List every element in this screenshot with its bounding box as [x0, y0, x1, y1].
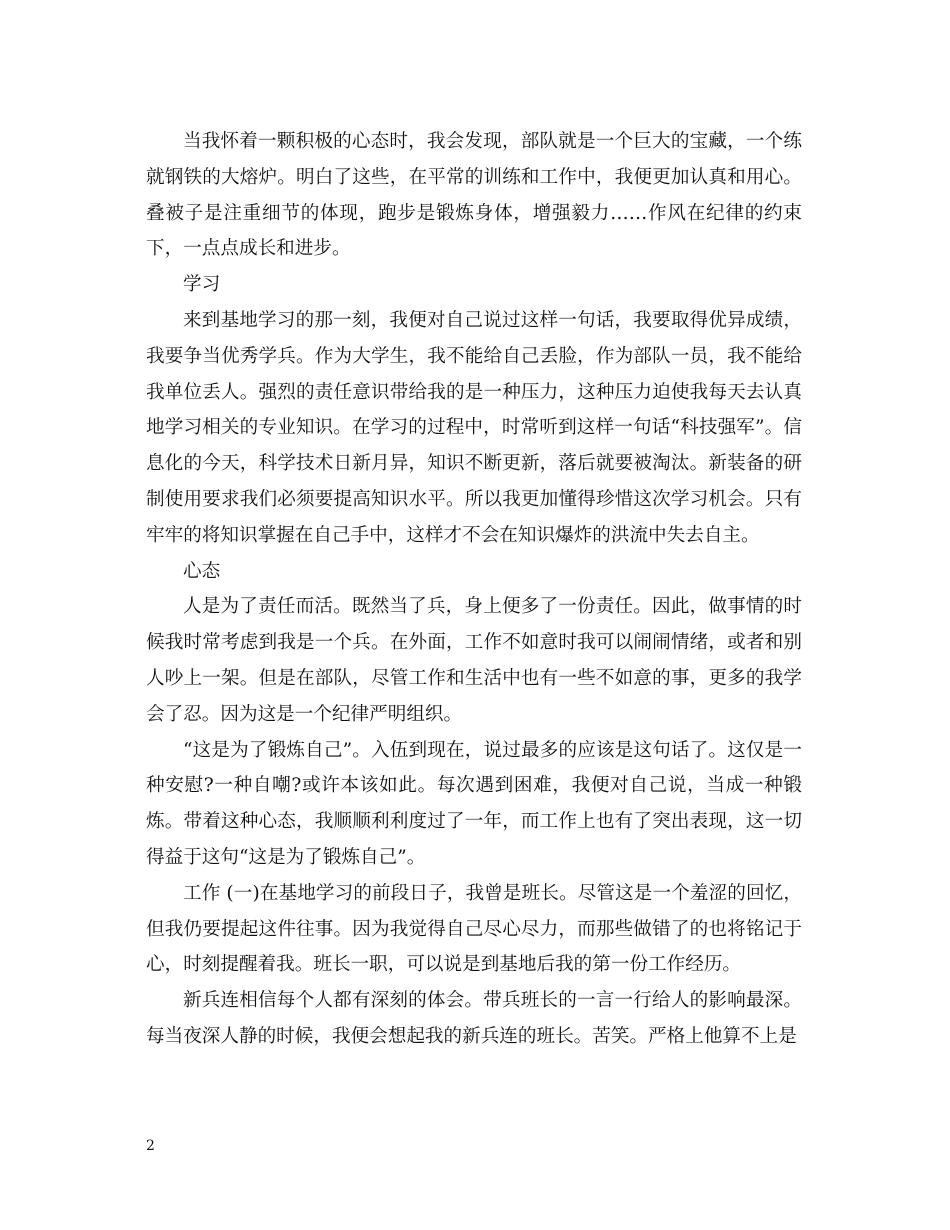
paragraph-self-training: “这是为了锻炼自己”。入伍到现在，说过最多的应该是这句话了。这仅是一种安慰?一种自嘲?或许本该如此。每次遇到困难，我便对自己说，当成一种锻炼。带着这种心态，我顺顺利利度过了一年，而工作上也有了突出表现，这一切得益于这句“这是为了锻炼自己”。: [146, 739, 802, 868]
section-heading-mindset: 心态: [183, 560, 221, 582]
page-number: 2: [146, 1138, 155, 1154]
paragraph-study: 来到基地学习的那一刻，我便对自己说过这样一句话，我要取得优异成绩，我要争当优秀学兵。作为大学生，我不能给自己丢脸，作为部队一员，我不能给我单位丢人。强烈的责任意识带给我的是一种压力，这种压力迫使我每天去认真地学习相关的专业知识。在学习的过程中，时常听到这样一句话“科技强军”。信息化的今天，科学技术日新月异，知识不断更新，落后就要被淘汰。新装备的研制使用要求我们必须要提高知识水平。所以我更加懂得珍惜这次学习机会。只有牢牢的将知识掌握在自己手中，这样才不会在知识爆炸的洪流中失去自主。: [146, 309, 802, 546]
paragraph-work-monitor: 工作 (一)在基地学习的前段日子，我曾是班长。尽管这是一个羞涩的回忆，但我仍要提起这件往事。因为我觉得自己尽心尽力，而那些做错了的也将铭记于心，时刻提醒着我。班长一职，可以说是到基地后我的第一份工作经历。: [146, 882, 802, 976]
paragraph-responsibility: 人是为了责任而活。既然当了兵，身上便多了一份责任。因此，做事情的时候我时常考虑到我是一个兵。在外面，工作不如意时我可以闹闹情绪，或者和别人吵上一架。但是在部队，尽管工作和生活中也有一些不如意的事，更多的我学会了忍。因为这是一个纪律严明组织。: [146, 596, 802, 725]
section-heading-study: 学习: [183, 274, 221, 296]
paragraph-recruit-company: 新兵连相信每个人都有深刻的体会。带兵班长的一言一行给人的影响最深。每当夜深人静的时候，我便会想起我的新兵连的班长。苦笑。严格上他算不上是: [146, 990, 802, 1047]
document-body: [146, 124, 802, 1055]
paragraph-attitude-intro: 当我怀着一颗积极的心态时，我会发现，部队就是一个巨大的宝藏，一个练就钢铁的大熔炉。明白了这些，在平常的训练和工作中，我便更加认真和用心。叠被子是注重细节的体现，跑步是锻炼身体，增强毅力……作风在纪律的约束下，一点点成长和进步。: [146, 131, 802, 260]
